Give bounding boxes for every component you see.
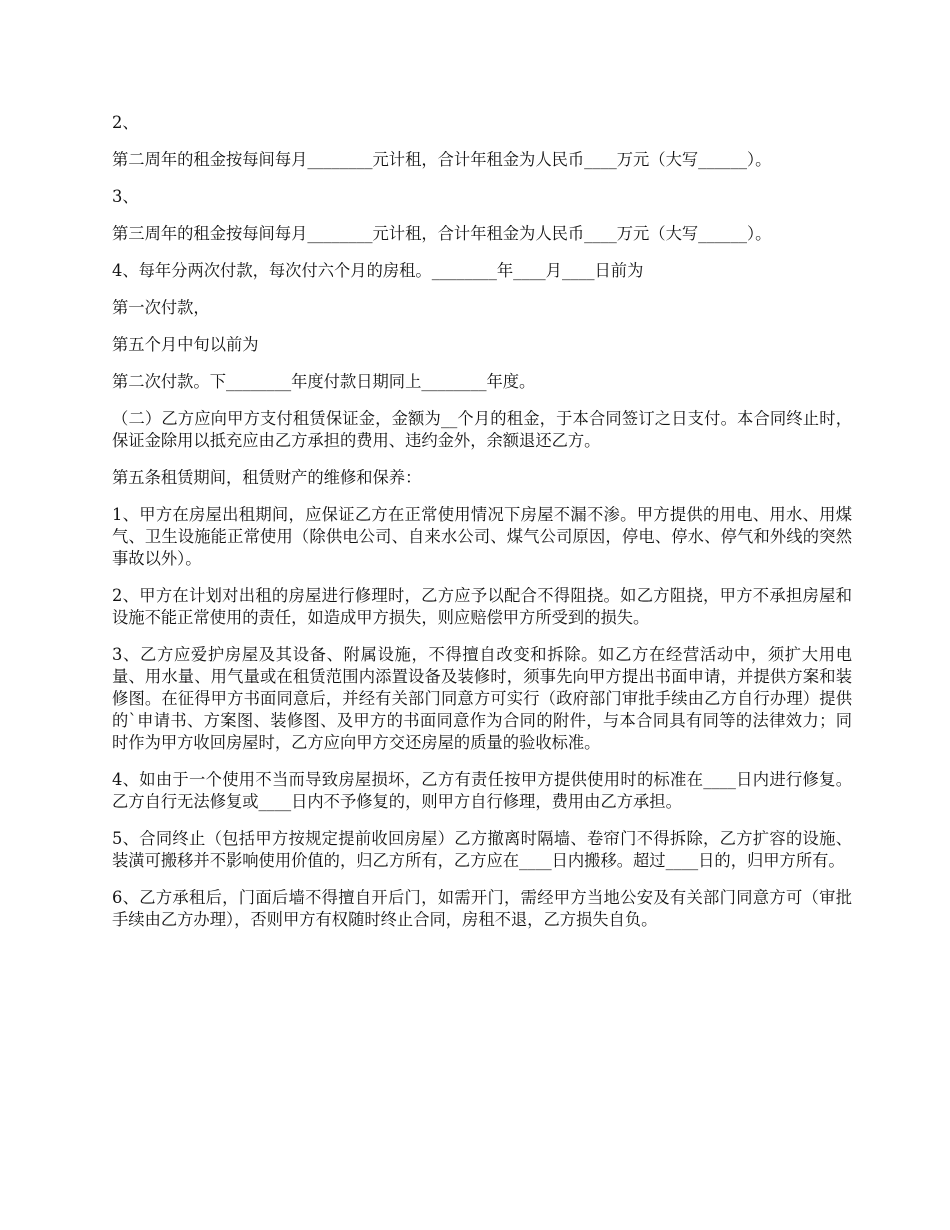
paragraph-clause-2: 2、甲方在计划对出租的房屋进行修理时，乙方应予以配合不得阻挠。如乙方阻挠，甲方不承担房屋和设施不能正常使用的责任，如造成甲方损失，则应赔偿甲方所受到的损失。 bbox=[112, 586, 852, 627]
paragraph-payment-schedule: 4、每年分两次付款，每次付六个月的房租。________年____月____日前为 bbox=[112, 261, 644, 280]
paragraph-item-3: 3、 bbox=[112, 187, 139, 206]
paragraph-article-five-heading: 第五条租赁期间，租赁财产的维修和保养： bbox=[112, 468, 422, 487]
paragraph-clause-6: 6、乙方承租后，门面后墙不得擅自开后门，如需开门，需经甲方当地公安及有关部门同意方可（审批手续由乙方办理），否则甲方有权随时终止合同，房租不退，乙方损失自负。 bbox=[112, 888, 852, 929]
paragraph-first-payment: 第一次付款， bbox=[112, 298, 210, 317]
paragraph-clause-5: 5、合同终止（包括甲方按规定提前收回房屋）乙方撤离时隔墙、卷帘门不得拆除，乙方扩容的设施、装潢可搬移并不影响使用价值的，归乙方所有，乙方应在____日内搬移。超过____日的，归甲方所有。 bbox=[112, 829, 852, 870]
paragraph-fifth-month: 第五个月中旬以前为 bbox=[112, 335, 259, 354]
paragraph-clause-1: 1、甲方在房屋出租期间，应保证乙方在正常使用情况下房屋不漏不渗。甲方提供的用电、用水、用煤气、卫生设施能正常使用（除供电公司、自来水公司、煤气公司原因，停电、停水、停气和外线的突然事故以外）。 bbox=[112, 505, 852, 568]
paragraph-second-payment: 第二次付款。下________年度付款日期同上________年度。 bbox=[112, 372, 536, 391]
document-body bbox=[112, 112, 852, 946]
paragraph-security-deposit: （二）乙方应向甲方支付租赁保证金，金额为__个月的租金，于本合同签订之日支付。本合同终止时，保证金除用以抵充应由乙方承担的费用、违约金外，余额退还乙方。 bbox=[112, 409, 852, 450]
paragraph-third-year-rent: 第三周年的租金按每间每月________元计租，合计年租金为人民币____万元（大写______）。 bbox=[112, 224, 772, 243]
paragraph-clause-4: 4、如由于一个使用不当而导致房屋损坏，乙方有责任按甲方提供使用时的标准在____日内进行修复。乙方自行无法修复或____日内不予修复的，则甲方自行修理，费用由乙方承担。 bbox=[112, 770, 852, 811]
paragraph-item-2: 2、 bbox=[112, 113, 139, 132]
paragraph-clause-3: 3、乙方应爱护房屋及其设备、附属设施，不得擅自改变和拆除。如乙方在经营活动中，须扩大用电量、用水量、用气量或在租赁范围内添置设备及装修时，须事先向甲方提出书面申请，并提供方案和装修图。在征得甲方书面同意后，并经有关部门同意方可实行（政府部门审批手续由乙方自行办理）提供的`申请书、方案图、装修图、及甲方的书面同意作为合同的附件，与本合同具有同等的法律效力；同时作为甲方收回房屋时，乙方应向甲方交还房屋的质量的验收标准。 bbox=[112, 645, 852, 752]
paragraph-second-year-rent: 第二周年的租金按每间每月________元计租，合计年租金为人民币____万元（大写______）。 bbox=[112, 150, 772, 169]
